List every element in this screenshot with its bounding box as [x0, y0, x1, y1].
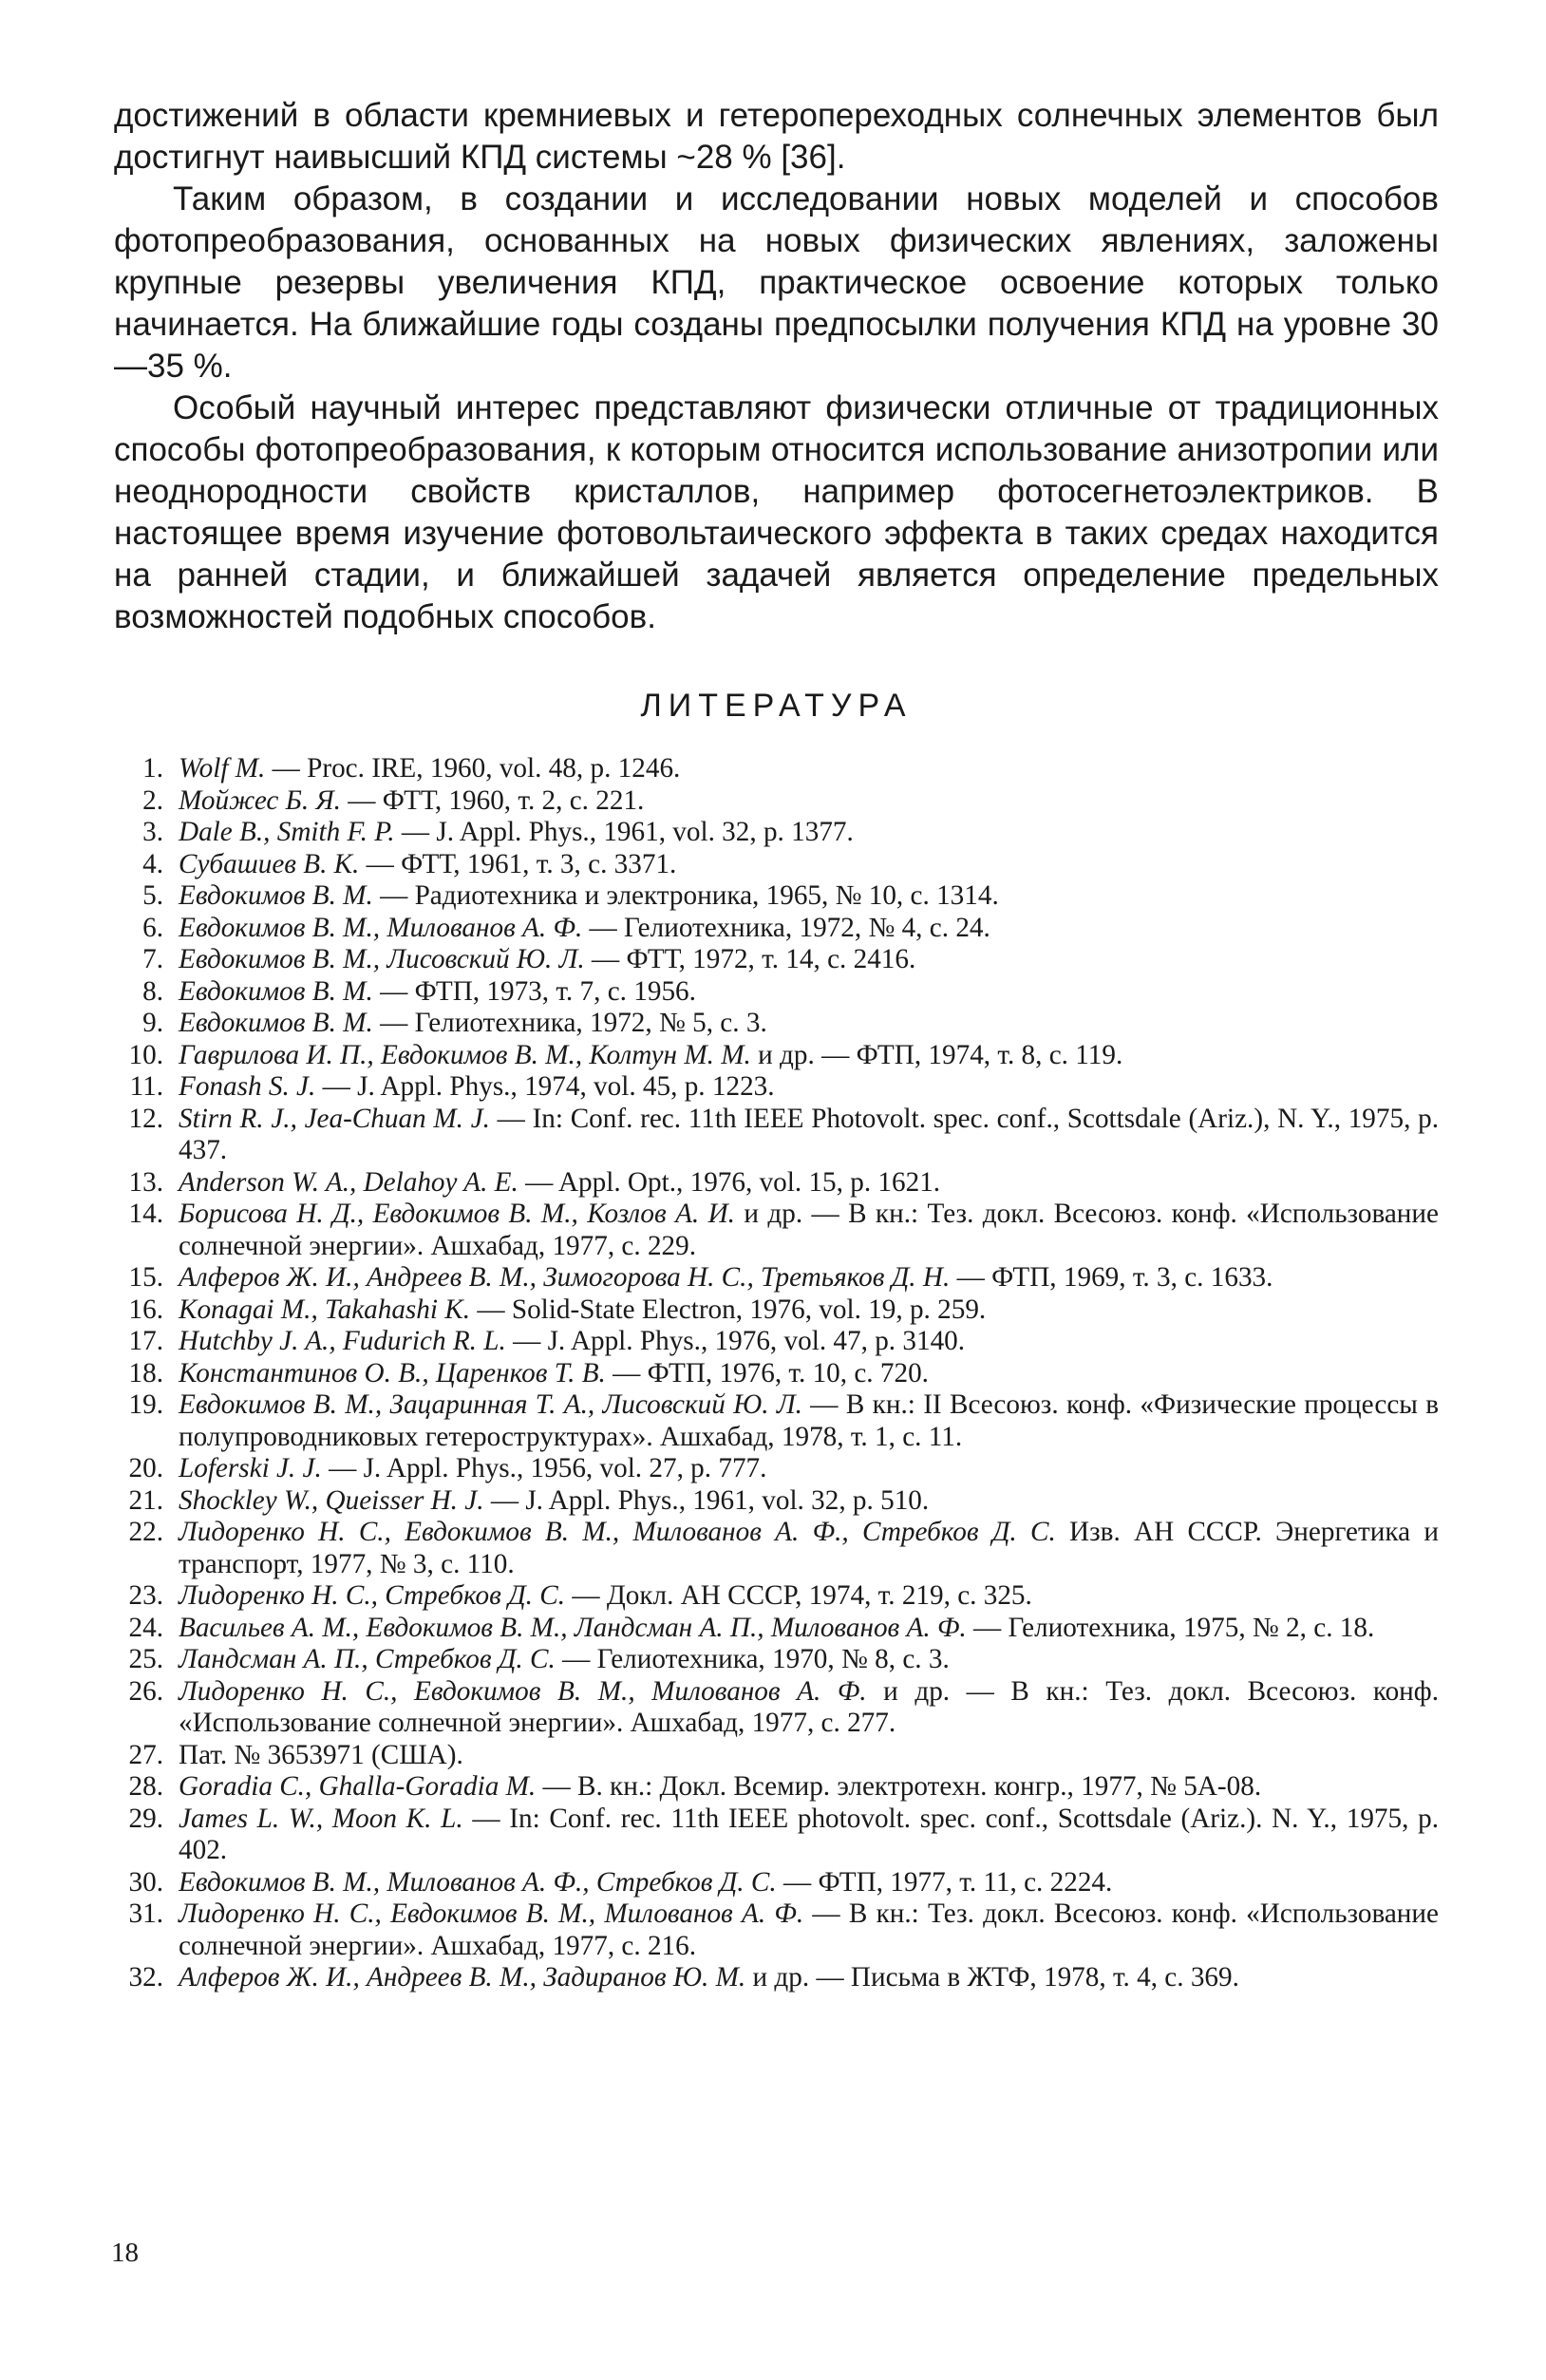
reference-authors: Константинов О. В., Царенков Т. В. — [179, 1357, 606, 1388]
reference-source: — Гелиотехника, 1972, № 5, с. 3. — [372, 1008, 767, 1038]
paragraph: Особый научный интерес представляют физически отличные от традиционных способы фотопреобразования, к которым относится использование анизотропии или неоднородности свойств кристаллов, например фотосегнетоэлектриков. В настоящее время изучение фотовольтаического эффекта в таких средах находится на ранней стадии, и ближайшей задачей является определение предельных возможностей подобных способов. — [114, 389, 1439, 635]
reference-authors: Лидоренко Н. С., Евдокимов В. М., Милованов А. Ф., Стребков Д. С. — [179, 1517, 1056, 1547]
page-content — [114, 95, 1439, 1994]
paragraph: достижений в области кремниевых и гетеропереходных солнечных элементов был достигнут наивысший КПД системы ~28 % [36]. — [114, 97, 1439, 176]
reference-source: — Гелиотехника, 1972, № 4, с. 24. — [582, 912, 990, 943]
reference-source: — In: Conf. rec. 11th IEEE photovolt. spec. conf., Scottsdale (Ariz.). N. Y., 1975, p. 402. — [179, 1803, 1439, 1865]
reference-source: и др. — В кн.: Тез. докл. Всесоюз. конф. «Использование солнечной энергии». Ашхабад, 1977, с. 277. — [179, 1675, 1439, 1738]
reference-item — [114, 1358, 1439, 1390]
reference-number: 11. — [129, 1071, 163, 1102]
reference-source: — J. Appl. Phys., 1961, vol. 32, p. 510. — [483, 1484, 930, 1516]
reference-number: 20. — [128, 1453, 163, 1483]
reference-number: 16. — [128, 1294, 163, 1325]
reference-item — [114, 1740, 1439, 1772]
reference-number: 30. — [128, 1866, 163, 1898]
reference-item — [114, 1804, 1439, 1867]
reference-source: Изв. АН СССР. Энергетика и транспорт, 1977, № 3, с. 110. — [179, 1517, 1439, 1579]
reference-item — [114, 1644, 1439, 1676]
reference-number: 18. — [128, 1357, 163, 1388]
reference-authors: Ландсман А. П., Стребков Д. С. — [179, 1644, 556, 1674]
reference-number: 14. — [128, 1199, 163, 1229]
reference-source: и др. — В кн.: Тез. докл. Всесоюз. конф. «Использование солнечной энергии». Ашхабад, 1977, с. 229. — [179, 1199, 1440, 1261]
reference-authors: Евдокимов В. М. — [179, 1008, 373, 1038]
reference-number: 1. — [142, 753, 163, 784]
reference-item — [114, 976, 1439, 1009]
reference-number: 26. — [128, 1675, 163, 1707]
reference-number: 24. — [128, 1612, 163, 1643]
reference-number: 10. — [128, 1039, 163, 1070]
reference-source: — Solid-State Electron, 1976, vol. 19, p. 259. — [470, 1294, 987, 1325]
reference-source: — Докл. АН СССР, 1974, т. 219, с. 325. — [565, 1580, 1032, 1611]
reference-item — [114, 1453, 1439, 1485]
reference-item — [114, 1676, 1439, 1740]
reference-authors: Алферов Ж. И., Андреев В. М., Задиранов Ю. М. — [179, 1962, 746, 1993]
reference-item — [114, 1294, 1439, 1327]
reference-source: — ФТТ, 1972, т. 14, с. 2416. — [584, 944, 916, 974]
reference-authors: Васильев А. М., Евдокимов В. М., Ландсман А. П., Милованов А. Ф. — [179, 1612, 967, 1643]
reference-authors: Лидоренко Н. С., Евдокимов В. М., Милованов А. Ф. — [179, 1675, 867, 1707]
reference-source: — J. Appl. Phys., 1956, vol. 27, p. 777. — [321, 1453, 767, 1483]
reference-authors: James L. W., Moon K. L. — [179, 1803, 463, 1834]
reference-item — [114, 944, 1439, 976]
reference-source: — Радиотехника и электроника, 1965, № 10, с. 1314. — [372, 880, 999, 911]
reference-authors: Fonash S. J. — [179, 1071, 316, 1102]
reference-item — [114, 1580, 1439, 1613]
reference-authors: Dale B., Smith F. P. — [179, 817, 395, 847]
reference-authors: Konagai M., Takahashi K. — [179, 1294, 471, 1325]
reference-number: 12. — [128, 1103, 163, 1134]
reference-item — [114, 1071, 1439, 1104]
reference-source: и др. — Письма в ЖТФ, 1978, т. 4, с. 369. — [745, 1962, 1239, 1993]
reference-authors: Евдокимов В. М., Зацаринная Т. А., Лисовский Ю. Л. — [179, 1389, 802, 1420]
reference-source: — J. Appl. Phys., 1961, vol. 32, p. 1377. — [394, 817, 854, 847]
reference-authors: Wolf M. — [179, 753, 266, 784]
reference-number: 21. — [128, 1484, 163, 1516]
reference-item — [114, 753, 1439, 785]
reference-authors: Лидоренко Н. С., Стребков Д. С. — [179, 1580, 566, 1611]
reference-source: Пат. № 3653971 (США). — [179, 1739, 463, 1770]
reference-source: — ФТП, 1977, т. 11, с. 2224. — [776, 1866, 1113, 1898]
body-text — [114, 95, 1439, 638]
reference-authors: Евдокимов В. М., Милованов А. Ф. — [179, 912, 583, 943]
reference-source: — In: Conf. rec. 11th IEEE Photovolt. spec. conf., Scottsdale (Ariz.), N. Y., 1975, p. 437. — [179, 1103, 1439, 1165]
reference-item — [114, 1517, 1439, 1580]
reference-item — [114, 1104, 1439, 1167]
reference-authors: Евдокимов В. М. — [179, 880, 373, 911]
reference-number: 15. — [128, 1262, 163, 1293]
page-number: 18 — [111, 2238, 139, 2268]
reference-authors: Евдокимов В. М., Милованов А. Ф., Стребков Д. С. — [179, 1866, 777, 1898]
reference-source: — Гелиотехника, 1975, № 2, с. 18. — [966, 1612, 1375, 1643]
reference-item — [114, 1771, 1439, 1804]
reference-item — [114, 849, 1439, 881]
reference-source: — ФТП, 1973, т. 7, с. 1956. — [372, 975, 696, 1007]
reference-authors: Борисова Н. Д., Евдокимов В. М., Козлов А. И. — [179, 1199, 735, 1229]
paragraph: Таким образом, в создании и исследовании новых моделей и способов фотопреобразования, основанных на новых физических явлениях, заложены крупные резервы увеличения КПД, практическое освоение которых только начинается. На ближайшие годы созданы предпосылки получения КПД на уровне 30—35 %. — [114, 180, 1439, 385]
reference-number: 22. — [128, 1517, 163, 1547]
reference-number: 13. — [128, 1166, 163, 1198]
reference-authors: Субашиев В. К. — [179, 848, 360, 879]
reference-authors: Алферов Ж. И., Андреев В. М., Зимогорова Н. С., Третьяков Д. Н. — [179, 1262, 951, 1293]
reference-number: 27. — [128, 1739, 163, 1770]
reference-number: 17. — [128, 1326, 163, 1356]
reference-number: 29. — [128, 1803, 163, 1834]
reference-authors: Shockley W., Queisser H. J. — [179, 1484, 484, 1516]
reference-authors: Гаврилова И. П., Евдокимов В. М., Колтун М. М. — [179, 1039, 751, 1070]
reference-number: 19. — [128, 1389, 163, 1420]
reference-item — [114, 1613, 1439, 1645]
reference-item — [114, 785, 1439, 818]
reference-number: 31. — [128, 1898, 163, 1929]
reference-source: — ФТТ, 1960, т. 2, с. 221. — [340, 784, 645, 816]
reference-number: 8. — [142, 975, 163, 1007]
reference-source: — ФТТ, 1961, т. 3, с. 3371. — [359, 848, 677, 879]
reference-number: 25. — [128, 1644, 163, 1674]
reference-item — [114, 1962, 1439, 1994]
reference-item — [114, 1326, 1439, 1358]
reference-item — [114, 1262, 1439, 1294]
reference-source: — J. Appl. Phys., 1976, vol. 47, p. 3140. — [505, 1326, 966, 1356]
reference-item — [114, 1167, 1439, 1199]
reference-number: 32. — [128, 1962, 163, 1993]
reference-number: 9. — [142, 1008, 163, 1038]
reference-authors: Hutchby J. A., Fudurich R. L. — [179, 1326, 506, 1356]
reference-authors: Евдокимов В. М. — [179, 975, 373, 1007]
reference-number: 23. — [128, 1580, 163, 1611]
reference-source: — Гелиотехника, 1970, № 8, с. 3. — [555, 1644, 950, 1674]
reference-source: и др. — ФТП, 1974, т. 8, с. 119. — [750, 1039, 1123, 1070]
reference-source: — В кн.: II Всесоюз. конф. «Физические процессы в полупроводниковых гетероструктурах». Ашхабад, 1978, т. 1, с. 11. — [179, 1389, 1440, 1452]
reference-source: — J. Appl. Phys., 1974, vol. 45, p. 1223. — [315, 1071, 775, 1102]
reference-item — [114, 1867, 1439, 1899]
reference-source: — В. кн.: Докл. Всемир. электротехн. конгр., 1977, № 5А-08. — [536, 1771, 1262, 1802]
reference-source: — Appl. Opt., 1976, vol. 15, p. 1621. — [518, 1166, 941, 1198]
reference-authors: Лидоренко Н. С., Евдокимов В. М., Милованов А. Ф. — [179, 1898, 804, 1929]
reference-number: 5. — [142, 880, 163, 911]
reference-item — [114, 1389, 1439, 1453]
reference-number: 3. — [142, 817, 163, 847]
reference-item — [114, 1485, 1439, 1518]
reference-authors: Goradia C., Ghalla-Goradia M. — [179, 1771, 537, 1802]
reference-item — [114, 1008, 1439, 1040]
reference-item — [114, 1040, 1439, 1072]
reference-authors: Мойжес Б. Я. — [179, 784, 341, 816]
reference-authors: Евдокимов В. М., Лисовский Ю. Л. — [179, 944, 585, 974]
reference-source: — В кн.: Тез. докл. Всесоюз. конф. «Использование солнечной энергии». Ашхабад, 1977, с. 216. — [179, 1898, 1439, 1961]
reference-number: 2. — [142, 784, 163, 816]
reference-source: — ФТП, 1969, т. 3, с. 1633. — [950, 1262, 1273, 1293]
reference-authors: Stirn R. J., Jea-Chuan M. J. — [179, 1103, 490, 1134]
reference-number: 28. — [128, 1771, 163, 1802]
reference-item — [114, 880, 1439, 913]
reference-number: 4. — [142, 848, 163, 879]
reference-number: 7. — [142, 944, 163, 974]
reference-authors: Loferski J. J. — [179, 1453, 322, 1483]
references-heading: ЛИТЕРАТУРА — [640, 688, 913, 724]
reference-authors: Anderson W. A., Delahoy A. E. — [179, 1166, 518, 1198]
reference-number: 6. — [142, 912, 163, 943]
reference-item — [114, 913, 1439, 945]
reference-source: — ФТП, 1976, т. 10, с. 720. — [605, 1357, 929, 1388]
reference-item — [114, 817, 1439, 849]
reference-source: — Proc. IRE, 1960, vol. 48, p. 1246. — [265, 753, 681, 784]
reference-item — [114, 1199, 1439, 1262]
reference-item — [114, 1898, 1439, 1962]
references-list — [114, 753, 1439, 1994]
